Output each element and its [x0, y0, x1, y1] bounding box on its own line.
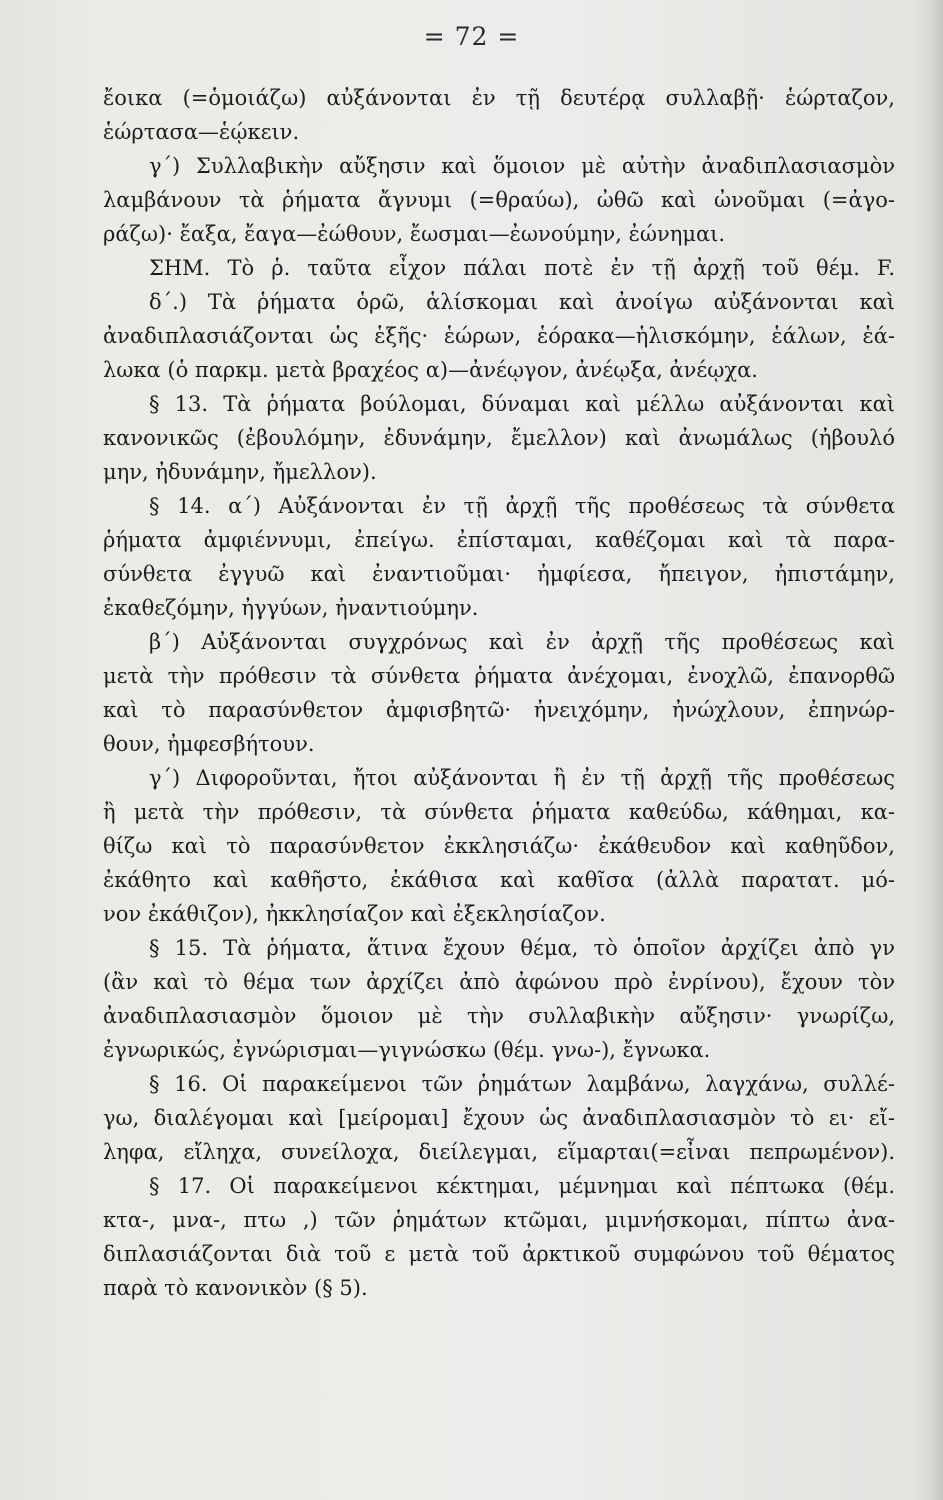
text-line: μην, ἠδυνάμην, ἤμελλον).: [103, 460, 377, 484]
text-line: ράζω)· ἔαξα, ἔαγα—ἐώθουν, ἔωσμαι—ἐωνούμην, ἐώνημαι.: [103, 222, 726, 246]
text-line: γω, διαλέγομαι καὶ [μείρομαι] ἔχουν ὡς ἀναδιπλασιασμὸν τὸ ει· εἴ-: [103, 1106, 895, 1130]
text-line: § 13. Τὰ ῥήματα βούλομαι, δύναμαι καὶ μέλλω αὐξάνονται καὶ: [149, 392, 895, 416]
text-line: ἐκαθεζόμην, ἠγγύων, ἠναντιούμην.: [103, 596, 479, 620]
text-line: § 14. α΄) Αὐξάνονται ἐν τῇ ἀρχῇ τῆς προθέσεως τὰ σύνθετα: [149, 494, 895, 518]
text-line: ἀναδιπλασιασμὸν ὅμοιον μὲ τὴν συλλαβικὴν αὔξησιν· γνωρίζω,: [103, 1004, 895, 1028]
text-line: κανονικῶς (ἐβουλόμην, ἐδυνάμην, ἔμελλον) καὶ ἀνωμάλως (ἠβουλό: [103, 426, 895, 450]
text-line: λωκα (ὁ παρκμ. μετὰ βραχέος α)—ἀνέῳγον, ἀνέῳξα, ἀνέῳχα.: [103, 358, 758, 382]
text-line: ἑώρτασα—ἑῴκειν.: [103, 120, 300, 144]
text-line: ΣΗΜ. Τὸ ῥ. ταῦτα εἶχον πάλαι ποτὲ ἐν τῇ ἀρχῇ τοῦ θέμ. F.: [149, 256, 895, 280]
text-line: (ἂν καὶ τὸ θέμα των ἀρχίζει ἀπὸ ἀφώνου πρὸ ἐνρίνου), ἔχουν τὸν: [103, 970, 895, 994]
text-line: θουν, ἠμφεσβήτουν.: [103, 732, 315, 756]
text-line: παρὰ τὸ κανονικὸν (§ 5).: [103, 1276, 368, 1300]
text-line: κτα-, μνα-, πτω ,) τῶν ῥημάτων κτῶμαι, μιμνήσκομαι, πίπτω ἀνα-: [103, 1208, 895, 1232]
text-line: δ΄.) Τὰ ῥήματα ὁρῶ, ἁλίσκομαι καὶ ἀνοίγω αὐξάνονται καὶ: [149, 290, 895, 314]
text-line: § 16. Οἱ παρακείμενοι τῶν ῥημάτων λαμβάνω, λαγχάνω, συλλέ-: [149, 1072, 895, 1096]
text-line: διπλασιάζονται διὰ τοῦ ε μετὰ τοῦ ἀρκτικοῦ συμφώνου τοῦ θέματος: [103, 1242, 895, 1266]
page-edge-shadow: [915, 0, 943, 1500]
text-line: γ΄) Διφοροῦνται, ἤτοι αὐξάνονται ἢ ἐν τῇ ἀρχῇ τῆς προθέσεως: [149, 766, 895, 790]
text-line: ληφα, εἴληχα, συνείλοχα, διείλεγμαι, εἵμαρται(=εἶναι πεπρωμένον).: [103, 1140, 895, 1164]
text-line: ἐγνωρικώς, ἐγνώρισμαι—γιγνώσκω (θέμ. γνω-), ἔγνωκα.: [103, 1038, 711, 1062]
text-line: λαμβάνουν τὰ ῥήματα ἄγνυμι (=θραύω), ὠθῶ καὶ ὠνοῦμαι (=ἀγο-: [103, 188, 895, 212]
text-line: β΄) Αὐξάνονται συγχρόνως καὶ ἐν ἀρχῇ τῆς προθέσεως καὶ: [149, 630, 895, 654]
text-line: καὶ τὸ παρασύνθετον ἀμφισβητῶ· ἠνειχόμην, ἠνώχλουν, ἐπηνώρ-: [103, 698, 895, 722]
page-body-text: [103, 81, 895, 1305]
text-line: σύνθετα ἐγγυῶ καὶ ἐναντιοῦμαι· ἠμφίεσα, ἤπειγον, ἠπιστάμην,: [103, 562, 895, 586]
text-line: § 15. Τὰ ῥήματα, ἅτινα ἔχουν θέμα, τὸ ὁποῖον ἀρχίζει ἀπὸ γν: [149, 936, 895, 960]
text-line: ἔοικα (=ὁμοιάζω) αὐξάνονται ἐν τῇ δευτέρᾳ συλλαβῇ· ἑώρταζον,: [103, 86, 895, 110]
text-line: ἐκάθητο καὶ καθῆστο, ἐκάθισα καὶ καθῖσα (ἀλλὰ παρατατ. μό-: [103, 868, 895, 892]
text-line: § 17. Οἱ παρακείμενοι κέκτημαι, μέμνημαι καὶ πέπτωκα (θέμ.: [149, 1174, 895, 1198]
text-line: ἀναδιπλασιάζονται ὡς ἑξῆς· ἑώρων, ἑόρακα—ἡλισκόμην, ἑάλων, ἑά-: [103, 324, 895, 348]
text-line: γ΄) Συλλαβικὴν αὔξησιν καὶ ὅμοιον μὲ αὐτὴν ἀναδιπλασιασμὸν: [149, 154, 895, 178]
page-number: = 72 =: [423, 22, 520, 51]
text-line: ῥήματα ἀμφιέννυμι, ἐπείγω. ἐπίσταμαι, καθέζομαι καὶ τὰ παρα-: [103, 528, 895, 552]
text-line: μετὰ τὴν πρόθεσιν τὰ σύνθετα ῥήματα ἀνέχομαι, ἐνοχλῶ, ἐπανορθῶ: [103, 664, 895, 688]
text-line: νον ἐκάθιζον), ἠκκλησίαζον καὶ ἐξεκλησίαζον.: [103, 902, 606, 926]
text-line: θίζω καὶ τὸ παρασύνθετον ἐκκλησιάζω· ἐκάθευδον καὶ καθηῦδον,: [103, 834, 895, 858]
text-line: ἢ μετὰ τὴν πρόθεσιν, τὰ σύνθετα ῥήματα καθεύδω, κάθημαι, κα-: [103, 800, 895, 824]
